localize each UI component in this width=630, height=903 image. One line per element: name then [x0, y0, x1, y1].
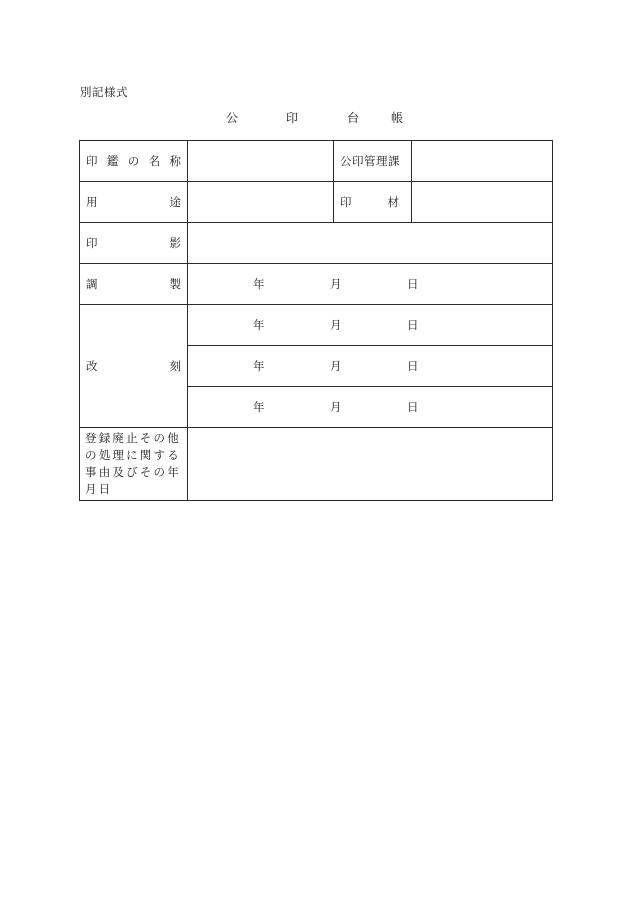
recarve-label: 改 刻 [80, 305, 188, 428]
year-marker: 年 [253, 359, 265, 373]
seal-name-label: 印 鑑 の 名 称 [80, 141, 188, 182]
impression-label: 印 影 [80, 223, 188, 264]
year-marker: 年 [253, 277, 265, 291]
row-recarve-1 [80, 305, 553, 346]
manager-label: 公印管理課 [334, 141, 412, 182]
form-label: 別記様式 [80, 85, 128, 99]
row-disposal [80, 428, 553, 501]
month-marker: 月 [330, 318, 342, 332]
row-manufacture [80, 264, 553, 305]
manufacture-date-field[interactable] [188, 264, 553, 305]
disposal-field[interactable] [188, 428, 553, 501]
recarve-date-field[interactable] [188, 305, 553, 346]
row-impression [80, 223, 553, 264]
usage-label: 用 途 [80, 182, 188, 223]
manager-field[interactable] [412, 141, 553, 182]
month-marker: 月 [330, 359, 342, 373]
seal-ledger-table [79, 140, 553, 501]
day-marker: 日 [407, 400, 419, 414]
disposal-label: 登録廃止その他 の処理に関する 事由及びその年 月日 [80, 428, 188, 501]
title-char: 帳 [391, 111, 404, 125]
title-char: 公 [226, 111, 239, 125]
row-seal-name [80, 141, 553, 182]
day-marker: 日 [407, 318, 419, 332]
title-char: 印 [286, 111, 299, 125]
day-marker: 日 [407, 277, 419, 291]
seal-name-field[interactable] [188, 141, 334, 182]
day-marker: 日 [407, 359, 419, 373]
row-usage [80, 182, 553, 223]
recarve-date-field[interactable] [188, 346, 553, 387]
title-char: 台 [347, 111, 360, 125]
material-field[interactable] [412, 182, 553, 223]
usage-field[interactable] [188, 182, 334, 223]
material-label: 印 材 [334, 182, 412, 223]
month-marker: 月 [330, 400, 342, 414]
manufacture-label: 調 製 [80, 264, 188, 305]
recarve-date-field[interactable] [188, 387, 553, 428]
year-marker: 年 [253, 400, 265, 414]
month-marker: 月 [330, 277, 342, 291]
year-marker: 年 [253, 318, 265, 332]
impression-field[interactable] [188, 223, 553, 264]
